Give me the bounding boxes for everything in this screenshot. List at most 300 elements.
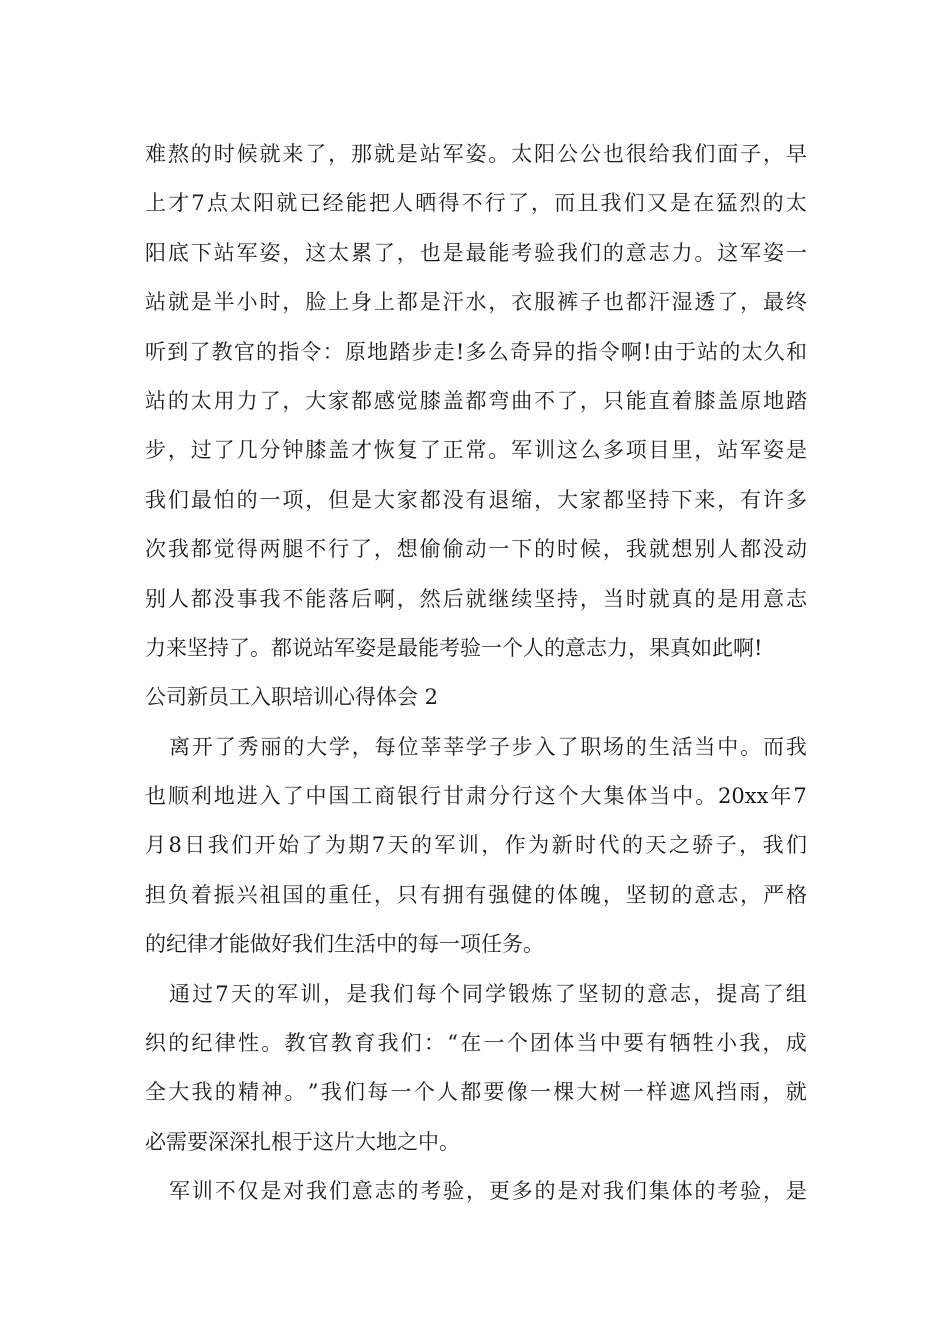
line-char: 训 [191,1179,213,1204]
line-char: 们 [694,142,716,166]
line-char: 纪 [191,1031,213,1056]
line-char: 大 [168,1080,190,1105]
line-char: 验 [534,240,556,265]
line-char: 组 [785,981,807,1006]
text-line [145,130,807,179]
line-char: 神 [261,1080,283,1105]
line-char: 日 [184,833,206,858]
line-char: 志 [785,586,807,611]
line-char: 祖 [259,882,281,907]
line-char: 每 [415,981,437,1006]
line-char: 着 [671,388,693,413]
line-char: 育 [354,1031,376,1056]
line-char: 那 [351,142,373,166]
line-char: 这 [534,784,556,809]
line-char: 累 [351,240,373,265]
line-char: ， [305,487,327,512]
line-char: 到 [167,339,189,364]
line-char: 站 [213,240,235,265]
line-char: 考 [717,1179,739,1204]
line-char: 然 [419,586,441,611]
line-char: 是 [669,191,691,216]
line-char: 动 [465,537,487,562]
line-char: 膝 [694,388,716,413]
line-char: 么 [579,438,601,463]
line-char: 服 [534,290,556,315]
document-page [145,130,807,1217]
line-char: 令 [300,339,322,364]
text-line [145,179,807,228]
line-char: 站 [697,339,719,364]
line-char: 拥 [442,882,464,907]
text-line [145,426,807,475]
line-char: 我 [785,734,807,759]
line-char: ， [579,586,601,611]
line-char: 振 [213,882,235,907]
line-char: 的 [621,833,643,858]
line-char: 样 [646,1080,668,1105]
line-char: 的 [256,339,278,364]
line-char: 开 [254,833,276,858]
text-line [145,1019,807,1068]
line-char: 的 [623,981,645,1006]
line-char: 事 [236,586,258,611]
text-line [145,1167,807,1216]
line-char: 们 [625,1179,647,1204]
line-char: 场 [603,734,625,759]
line-char: 是 [260,1179,282,1204]
text-line [145,575,807,624]
text-line [145,920,807,969]
line-char: 的 [167,388,189,413]
line-char: ， [602,882,624,907]
line-char: 早 [785,142,807,166]
line-char: 活 [671,734,693,759]
line-char: 都 [190,537,212,562]
line-char: ： [322,339,344,364]
line-char: 志 [648,240,670,265]
line-char: 也 [602,290,624,315]
line-char: 考 [511,240,533,265]
line-char: 两 [259,537,281,562]
line-char: 年 [770,784,792,809]
line-char: 教 [211,339,233,364]
line-char: 多 [785,487,807,512]
line-char: ： [424,1031,445,1056]
line-char: 入 [259,784,281,809]
line-char: 就 [276,191,298,216]
line-char: 上 [145,191,166,216]
line-char: 天 [230,981,252,1006]
line-char: 生 [648,734,670,759]
text-line [145,1118,807,1167]
line-char: 当 [649,784,671,809]
line-char: 像 [506,1080,528,1105]
line-char: 来 [282,142,304,166]
text-line [145,673,807,722]
line-char: 时 [213,142,235,166]
line-char: 多 [511,1179,533,1204]
line-char: 进 [236,784,258,809]
line-text: 的纪律才能做好我们生活中的每一项任务。 [145,932,544,957]
line-char: 而 [762,734,784,759]
line-char: 有 [646,1031,668,1056]
line-char: 我 [306,1179,328,1204]
line-char: 是 [557,1179,579,1204]
line-char: 一 [488,537,510,562]
line-char: 真 [671,586,693,611]
line-char: 军 [236,240,258,265]
line-char: 熬 [167,142,189,166]
line-char: 风 [692,1080,714,1105]
line-char: 官 [233,339,255,364]
line-char: 汗 [648,290,670,315]
line-char: 阳 [145,240,166,265]
line-char: 偷 [442,537,464,562]
line-char: 时 [575,833,597,858]
line-char: 了 [373,240,395,265]
line-char: ， [373,882,395,907]
line-char: 公 [579,142,601,166]
line-char: 是 [442,240,464,265]
line-char: 偷 [419,537,441,562]
line-char: 都 [190,586,212,611]
line-char: 的 [411,833,432,858]
line-char: 7 [371,833,386,858]
line-char: 体 [671,1179,693,1204]
line-char: 炼 [531,981,553,1006]
line-char: 肃 [465,784,487,809]
line-char: 姿 [259,240,281,265]
line-char: 令 [598,339,620,364]
line-char: 没 [442,487,464,512]
line-char: 是 [346,981,368,1006]
line-char: 通 [169,981,190,1006]
line-char: 小 [236,290,258,315]
line-char: 了 [557,734,579,759]
line-char: 的 [719,339,741,364]
line-char: ， [396,586,418,611]
line-char: 织 [145,1031,166,1056]
line-char: 大 [580,784,602,809]
line-char: 用 [213,388,235,413]
line-char: 我 [671,142,693,166]
line-char: 精 [238,1080,259,1105]
line-char: 续 [511,586,533,611]
line-char: 别 [694,537,716,562]
line-char: ， [740,290,762,315]
line-char: 是 [717,586,739,611]
line-char: 验 [443,1179,465,1204]
line-char: 学 [465,734,487,759]
line-char: 们 [231,833,253,858]
line-char: 且 [577,191,599,216]
line-char: 的 [602,240,624,265]
line-char: 位 [397,734,419,759]
line-char: 子 [579,290,601,315]
line-char: 教 [284,1031,306,1056]
line-char: 教 [331,1031,352,1056]
line-char: ， [694,438,716,463]
line-char: 都 [740,537,762,562]
line-char: ， [534,487,556,512]
line-char: 们 [623,191,645,216]
line-char: 7 [191,191,205,216]
line-char: 要 [623,1031,644,1056]
line-char: 为 [528,833,550,858]
line-char: 中 [672,784,694,809]
line-char: 落 [328,586,350,611]
line-char: 也 [419,240,441,265]
line-char: 了 [557,388,579,413]
line-char: 代 [598,833,620,858]
line-char: 我 [369,981,391,1006]
line-char: 骄 [692,833,714,858]
line-char: 格 [785,882,807,907]
line-char: 我 [320,1080,342,1105]
line-char: 复 [396,438,418,463]
line-char: 7 [215,981,229,1006]
line-char: 站 [419,142,441,166]
line-char: 项 [625,438,647,463]
line-char: 学 [485,981,507,1006]
line-char: 家 [579,487,601,512]
line-char: 的 [534,1179,556,1204]
line-char: 成 [785,1031,807,1056]
line-char: 公 [557,142,579,166]
line-char: 都 [465,388,487,413]
line-char: 官 [307,1031,329,1056]
line-char: 指 [278,339,300,364]
line-char: 工 [351,784,373,809]
text-line [145,1068,807,1117]
line-char: 有 [465,487,487,512]
line-char: 意 [351,1179,373,1204]
line-text: 公司新员工入职培训心得体会 2 [145,685,439,710]
line-char: ， [488,290,510,315]
line-char: 步 [145,438,166,463]
line-char: 了 [419,438,441,463]
line-char: 子 [488,734,510,759]
line-char: ， [579,388,601,413]
line-char: 常 [465,438,487,463]
line-char: 意 [625,240,647,265]
line-char: 人 [717,537,739,562]
line-char: 持 [648,487,670,512]
line-char: 志 [670,981,692,1006]
line-char: ， [328,142,350,166]
line-char: ， [351,734,373,759]
line-char: 了 [351,537,373,562]
line-char: 军 [169,1179,190,1204]
line-char: 候 [579,537,601,562]
line-char: 我 [739,1031,761,1056]
line-char: 了 [282,784,304,809]
line-char: 意 [694,882,716,907]
line-char: 别 [145,586,166,611]
line-char: 在 [693,191,715,216]
line-char: 只 [602,388,624,413]
line-char: 在 [460,1031,482,1056]
line-char: 大 [576,1080,598,1105]
text-line [145,377,807,426]
line-char: 离 [169,734,190,759]
line-char: 汗 [442,290,464,315]
line-char: 们 [392,981,414,1006]
line-char: 担 [145,882,166,907]
line-char: 。 [740,734,762,759]
line-char: 人 [392,191,414,216]
line-char: 体 [557,882,579,907]
line-char: 恢 [373,438,395,463]
line-char: 意 [647,981,668,1006]
line-char: 能 [625,388,647,413]
line-char: 的 [534,537,556,562]
line-char: 走 [433,339,455,364]
line-char: 底 [167,240,189,265]
line-char: 中 [305,784,327,809]
line-char: ， [465,1179,487,1204]
line-char: 。 [488,142,510,166]
line-char: ， [762,1080,784,1105]
line-char: 钟 [282,438,304,463]
line-char: 中 [717,734,739,759]
line-char: 是 [785,1179,807,1204]
line-char: 站 [717,438,739,463]
line-char: 就 [465,586,487,611]
line-char: 锻 [508,981,530,1006]
line-char: 个 [438,981,460,1006]
line-char: 军 [434,833,456,858]
line-char: 。 [694,240,716,265]
line-char: 军 [740,438,762,463]
line-char: 几 [236,438,258,463]
line-char: 7 [793,784,807,809]
line-char: 觉 [396,388,418,413]
line-char: 是 [190,290,212,315]
line-char: 太 [230,191,251,216]
line-char: 已 [299,191,321,216]
line-char: 丽 [260,734,282,759]
line-char: 太 [785,191,807,216]
line-char: 就 [259,142,281,166]
line-char: 脸 [305,290,327,315]
line-char: 我 [762,833,784,858]
line-char: 得 [438,191,460,216]
line-char: 正 [442,438,464,463]
line-char: 一 [483,1031,505,1056]
line-char: ， [740,882,762,907]
line-char: 这 [717,240,739,265]
line-char: 对 [283,1179,305,1204]
line-char: 银 [397,784,419,809]
line-char: ， [282,388,304,413]
line-char: 提 [716,981,738,1006]
text-line [145,772,807,821]
line-char: 严 [763,882,785,907]
line-char: 能 [305,586,327,611]
line-char: 我 [625,537,647,562]
line-char: 韧 [648,882,670,907]
line-char: 多 [602,438,624,463]
line-char: 高 [739,981,761,1006]
line-char: 兴 [236,882,258,907]
line-char: 们 [167,487,189,512]
line-char: 重 [328,882,350,907]
line-char: 了 [554,981,576,1006]
line-char: 后 [351,586,373,611]
line-char: 。 [695,784,717,809]
line-char: 人 [167,586,189,611]
text-line [145,229,807,278]
line-char: 退 [488,487,510,512]
line-char: ! [643,339,652,364]
line-char: 也 [602,142,624,166]
line-char: 个 [413,1080,435,1105]
line-char: 而 [554,191,576,216]
line-char: 身 [351,290,373,315]
line-char: 里 [671,438,693,463]
line-char: 这 [305,240,327,265]
line-char: 力 [671,240,693,265]
line-char: 顺 [167,784,189,809]
line-char: 许 [763,487,785,512]
line-char: 们 [579,240,601,265]
line-char: 就 [785,1080,807,1105]
line-char: 之 [668,833,690,858]
line-char: 才 [351,438,373,463]
line-char: 家 [328,388,350,413]
line-char: 上 [328,290,350,315]
line-char: 中 [599,1031,621,1056]
line-char: 的 [283,734,305,759]
line-char: 仅 [237,1179,259,1204]
line-char: 集 [648,1179,670,1204]
line-char: 棵 [553,1080,575,1105]
line-char: 都 [396,290,418,315]
line-char: 么 [487,339,509,364]
line-char: 遮 [669,1080,691,1105]
line-char: 志 [717,882,739,907]
line-char: 裤 [557,290,579,315]
line-char: 最 [465,240,487,265]
line-char: 行 [420,784,442,809]
line-char: 动 [785,537,807,562]
line-char: 子 [715,833,737,858]
line-char: 小 [716,1031,737,1056]
line-char: 过 [190,438,212,463]
line-char: 一 [530,1080,551,1105]
line-char: 利 [190,784,212,809]
line-char: 能 [488,240,510,265]
line-char: 有 [740,487,762,512]
line-char: 们 [328,1179,350,1204]
line-char: 姿 [465,142,487,166]
line-char: 我 [377,1031,399,1056]
line-char: 为 [324,833,346,858]
line-text: 必需要深深扎根于这片大地之中。 [145,1129,460,1154]
line-char: 没 [213,586,235,611]
line-char: 天 [387,833,409,858]
line-char: 就 [648,586,670,611]
line-char: 莘 [420,734,442,759]
line-char: 曲 [511,388,533,413]
line-char: 阳 [253,191,275,216]
line-char: 觉 [213,537,235,562]
line-char: 的 [694,1179,716,1204]
line-char: 魄 [579,882,601,907]
line-char: 只 [396,882,418,907]
